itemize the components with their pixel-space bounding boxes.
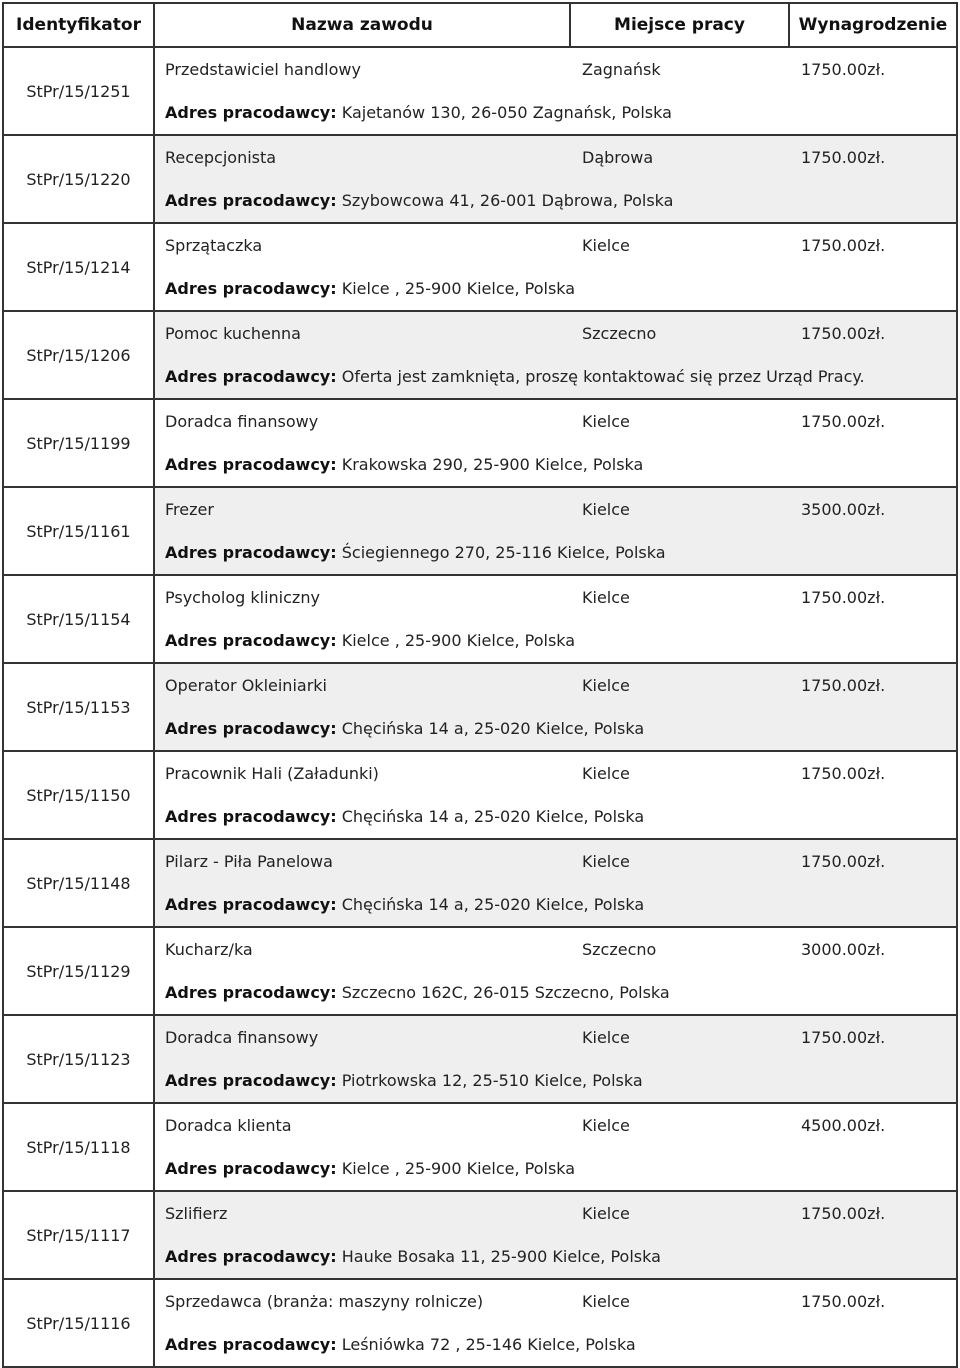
address-label: Adres pracodawcy: xyxy=(165,103,337,122)
work-location: Kielce xyxy=(582,1028,630,1047)
employer-address xyxy=(165,1159,575,1178)
work-location: Kielce xyxy=(582,236,630,255)
header-place: Miejsce pracy xyxy=(571,4,790,46)
table-row xyxy=(4,488,956,576)
address-label: Adres pracodawcy: xyxy=(165,543,337,562)
work-location: Szczecno xyxy=(582,940,657,959)
work-location: Kielce xyxy=(582,1204,630,1223)
address-value: Hauke Bosaka 11, 25-900 Kielce, Polska xyxy=(341,1247,661,1266)
offer-details xyxy=(155,48,956,134)
address-value: Ściegiennego 270, 25-116 Kielce, Polska xyxy=(341,543,666,562)
job-title: Doradca klienta xyxy=(165,1116,292,1135)
offer-details xyxy=(155,664,956,750)
job-title: Pomoc kuchenna xyxy=(165,324,301,343)
offer-summary xyxy=(165,1292,956,1314)
offer-summary xyxy=(165,588,956,610)
work-location: Kielce xyxy=(582,500,630,519)
job-title: Frezer xyxy=(165,500,214,519)
address-label: Adres pracodawcy: xyxy=(165,279,337,298)
table-row xyxy=(4,1016,956,1104)
address-label: Adres pracodawcy: xyxy=(165,1159,337,1178)
address-value: Szczecno 162C, 26-015 Szczecno, Polska xyxy=(341,983,670,1002)
job-title: Recepcjonista xyxy=(165,148,277,167)
work-location: Kielce xyxy=(582,676,630,695)
salary: 1750.00zł. xyxy=(801,852,886,871)
offer-id: StPr/15/1220 xyxy=(4,136,155,222)
offer-details xyxy=(155,312,956,398)
offer-details xyxy=(155,576,956,662)
employer-address xyxy=(165,1335,636,1354)
table-row xyxy=(4,224,956,312)
offer-details xyxy=(155,136,956,222)
table-row xyxy=(4,576,956,664)
salary: 1750.00zł. xyxy=(801,236,886,255)
address-label: Adres pracodawcy: xyxy=(165,367,337,386)
address-label: Adres pracodawcy: xyxy=(165,895,337,914)
salary: 1750.00zł. xyxy=(801,1028,886,1047)
offer-summary xyxy=(165,940,956,962)
address-label: Adres pracodawcy: xyxy=(165,1247,337,1266)
offer-id: StPr/15/1116 xyxy=(4,1280,155,1366)
work-location: Szczecno xyxy=(582,324,657,343)
offer-summary xyxy=(165,236,956,258)
offer-summary xyxy=(165,1204,956,1226)
table-body xyxy=(4,48,956,1366)
job-title: Kucharz/ka xyxy=(165,940,253,959)
address-value: Oferta jest zamknięta, proszę kontaktować się przez Urząd Pracy. xyxy=(341,367,865,386)
table-row xyxy=(4,400,956,488)
offer-details xyxy=(155,1016,956,1102)
offer-id: StPr/15/1154 xyxy=(4,576,155,662)
offer-summary xyxy=(165,676,956,698)
offer-summary xyxy=(165,324,956,346)
salary: 1750.00zł. xyxy=(801,588,886,607)
offer-id: StPr/15/1118 xyxy=(4,1104,155,1190)
offer-details xyxy=(155,840,956,926)
address-label: Adres pracodawcy: xyxy=(165,455,337,474)
salary: 1750.00zł. xyxy=(801,676,886,695)
table-row xyxy=(4,752,956,840)
salary: 1750.00zł. xyxy=(801,148,886,167)
salary: 1750.00zł. xyxy=(801,412,886,431)
work-location: Kielce xyxy=(582,1116,630,1135)
table-header xyxy=(4,4,956,48)
offer-summary xyxy=(165,412,956,434)
address-label: Adres pracodawcy: xyxy=(165,1071,337,1090)
offer-id: StPr/15/1148 xyxy=(4,840,155,926)
work-location: Kielce xyxy=(582,1292,630,1311)
offer-id: StPr/15/1153 xyxy=(4,664,155,750)
job-title: Doradca finansowy xyxy=(165,1028,319,1047)
offer-id: StPr/15/1199 xyxy=(4,400,155,486)
employer-address xyxy=(165,631,575,650)
address-label: Adres pracodawcy: xyxy=(165,807,337,826)
address-value: Chęcińska 14 a, 25-020 Kielce, Polska xyxy=(341,807,645,826)
salary: 1750.00zł. xyxy=(801,1292,886,1311)
address-value: Chęcińska 14 a, 25-020 Kielce, Polska xyxy=(341,719,645,738)
table-row xyxy=(4,664,956,752)
employer-address xyxy=(165,983,670,1002)
employer-address xyxy=(165,807,644,826)
employer-address xyxy=(165,895,644,914)
offer-id: StPr/15/1161 xyxy=(4,488,155,574)
employer-address xyxy=(165,1071,643,1090)
table-row xyxy=(4,1280,956,1366)
job-title: Sprzedawca (branża: maszyny rolnicze) xyxy=(165,1292,484,1311)
employer-address xyxy=(165,191,673,210)
job-title: Operator Okleiniarki xyxy=(165,676,327,695)
table-row xyxy=(4,136,956,224)
offer-id: StPr/15/1123 xyxy=(4,1016,155,1102)
employer-address xyxy=(165,1247,661,1266)
table-row xyxy=(4,840,956,928)
job-title: Doradca finansowy xyxy=(165,412,319,431)
address-label: Adres pracodawcy: xyxy=(165,983,337,1002)
salary: 1750.00zł. xyxy=(801,764,886,783)
work-location: Kielce xyxy=(582,764,630,783)
table-row xyxy=(4,928,956,1016)
offer-summary xyxy=(165,1028,956,1050)
table-row xyxy=(4,48,956,136)
work-location: Kielce xyxy=(582,588,630,607)
header-name: Nazwa zawodu xyxy=(155,4,571,46)
address-value: Chęcińska 14 a, 25-020 Kielce, Polska xyxy=(341,895,645,914)
salary: 1750.00zł. xyxy=(801,1204,886,1223)
header-id: Identyfikator xyxy=(4,4,155,46)
address-value: Szybowcowa 41, 26-001 Dąbrowa, Polska xyxy=(341,191,674,210)
job-title: Szlifierz xyxy=(165,1204,228,1223)
offer-id: StPr/15/1150 xyxy=(4,752,155,838)
offer-summary xyxy=(165,764,956,786)
offer-id: StPr/15/1206 xyxy=(4,312,155,398)
offer-id: StPr/15/1129 xyxy=(4,928,155,1014)
address-value: Krakowska 290, 25-900 Kielce, Polska xyxy=(341,455,644,474)
job-title: Sprzątaczka xyxy=(165,236,263,255)
offer-details xyxy=(155,1192,956,1278)
salary: 3000.00zł. xyxy=(801,940,886,959)
offer-id: StPr/15/1117 xyxy=(4,1192,155,1278)
offer-summary xyxy=(165,500,956,522)
address-label: Adres pracodawcy: xyxy=(165,191,337,210)
offer-summary xyxy=(165,148,956,170)
offer-details xyxy=(155,752,956,838)
address-value: Kajetanów 130, 26-050 Zagnańsk, Polska xyxy=(341,103,672,122)
offer-details xyxy=(155,224,956,310)
address-label: Adres pracodawcy: xyxy=(165,631,337,650)
offer-details xyxy=(155,928,956,1014)
job-title: Psycholog kliniczny xyxy=(165,588,320,607)
work-location: Dąbrowa xyxy=(582,148,654,167)
salary: 1750.00zł. xyxy=(801,324,886,343)
work-location: Kielce xyxy=(582,852,630,871)
address-label: Adres pracodawcy: xyxy=(165,719,337,738)
job-title: Pilarz - Piła Panelowa xyxy=(165,852,333,871)
salary: 1750.00zł. xyxy=(801,60,886,79)
employer-address xyxy=(165,455,643,474)
employer-address xyxy=(165,279,575,298)
offer-details xyxy=(155,1104,956,1190)
offer-id: StPr/15/1214 xyxy=(4,224,155,310)
offer-summary xyxy=(165,60,956,82)
address-value: Kielce , 25-900 Kielce, Polska xyxy=(341,1159,576,1178)
header-pay: Wynagrodzenie xyxy=(798,15,948,35)
job-title: Pracownik Hali (Załadunki) xyxy=(165,764,379,783)
offer-summary xyxy=(165,1116,956,1138)
address-value: Kielce , 25-900 Kielce, Polska xyxy=(341,279,576,298)
address-label: Adres pracodawcy: xyxy=(165,1335,337,1354)
offer-summary xyxy=(165,852,956,874)
table-row xyxy=(4,1104,956,1192)
address-value: Piotrkowska 12, 25-510 Kielce, Polska xyxy=(341,1071,643,1090)
table-row xyxy=(4,1192,956,1280)
address-value: Kielce , 25-900 Kielce, Polska xyxy=(341,631,576,650)
address-value: Leśniówka 72 , 25-146 Kielce, Polska xyxy=(341,1335,636,1354)
employer-address xyxy=(165,543,666,562)
salary: 3500.00zł. xyxy=(801,500,886,519)
offer-details xyxy=(155,400,956,486)
table-row xyxy=(4,312,956,400)
salary: 4500.00zł. xyxy=(801,1116,886,1135)
job-title: Przedstawiciel handlowy xyxy=(165,60,361,79)
work-location: Kielce xyxy=(582,412,630,431)
offer-details xyxy=(155,1280,956,1366)
offer-details xyxy=(155,488,956,574)
employer-address xyxy=(165,719,644,738)
employer-address xyxy=(165,103,672,122)
work-location: Zagnańsk xyxy=(582,60,661,79)
job-offers-table xyxy=(2,2,958,1368)
offer-id: StPr/15/1251 xyxy=(4,48,155,134)
employer-address xyxy=(165,367,865,386)
